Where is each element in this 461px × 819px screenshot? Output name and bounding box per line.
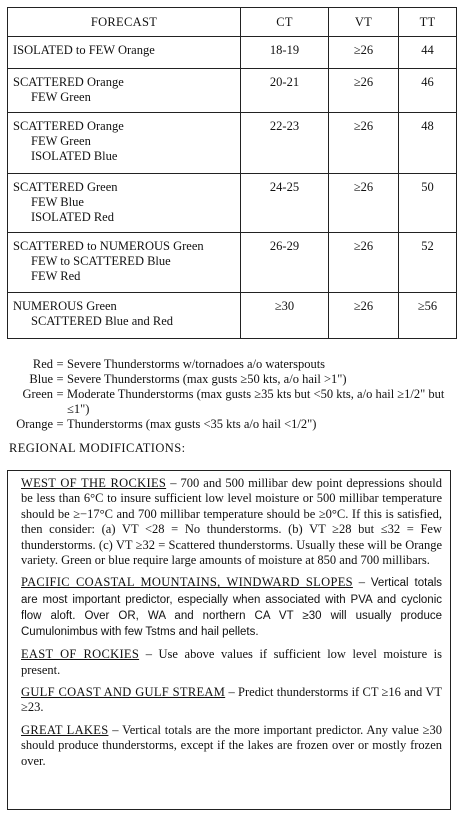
legend-key: Orange (16, 417, 53, 431)
vt-cell: ≥26 (329, 113, 399, 174)
modification-dash: – (358, 575, 371, 590)
modification-title: PACIFIC COASTAL MOUNTAINS, WINDWARD SLOPES (21, 575, 353, 590)
forecast-line: SCATTERED Orange (13, 75, 124, 89)
modification-body: Use above values if sufficient low level moisture is present. (21, 647, 443, 677)
legend-item (7, 357, 452, 372)
ct-cell: 26-29 (241, 233, 329, 293)
ct-cell: 22-23 (241, 113, 329, 174)
legend-text: Moderate Thunderstorms (max gusts ≥35 kts but <50 kts, a/o hail ≥1/2" but ≤1") (67, 387, 445, 416)
forecast-line: ISOLATED to FEW Orange (13, 43, 155, 57)
forecast-line: FEW to SCATTERED Blue (31, 254, 171, 268)
modification-west-rockies (21, 476, 442, 568)
tt-cell: 44 (399, 37, 457, 69)
forecast-cell (8, 113, 241, 174)
forecast-cell (8, 233, 241, 293)
regional-heading: REGIONAL MODIFICATIONS: (9, 441, 186, 455)
modification-title: EAST OF ROCKIES (21, 647, 140, 662)
tt-cell: 46 (399, 69, 457, 113)
header-tt: TT (399, 8, 457, 37)
forecast-line: FEW Green (31, 134, 91, 148)
forecast-line: FEW Red (31, 269, 81, 283)
table-row (8, 233, 457, 293)
ct-cell: 20-21 (241, 69, 329, 113)
forecast-line: SCATTERED Orange (13, 119, 124, 133)
ct-cell: ≥30 (241, 293, 329, 339)
forecast-line: ISOLATED Blue (31, 149, 118, 163)
legend-equals: = (56, 387, 64, 401)
table-row (8, 37, 457, 69)
header-vt: VT (329, 8, 399, 37)
forecast-line: FEW Blue (31, 195, 84, 209)
tt-cell: ≥56 (399, 293, 457, 339)
table-row (8, 113, 457, 174)
modification-dash: – (145, 647, 159, 662)
legend-item (7, 372, 452, 387)
forecast-line: SCATTERED to NUMEROUS Green (13, 239, 204, 253)
modification-great-lakes (21, 723, 442, 769)
modification-body: Vertical totals are most important predictor, especially when associated with PVA and cyclonic flow aloft. Over OR, WA and northern CA VT ≥30 will usually produce Cumulonimbus with few Tstms and hail pellets. (21, 577, 443, 639)
forecast-cell (8, 37, 241, 69)
modification-body: 700 and 500 millibar dew point depressions should be less than 6°C to insure sufficient low level moisture or 500 millibar temperature should be ≥−17°C and 700 millibar temperature should be ≥0°C. If this is satisfied, then consider: (a) VT <28 = No thunderstorms. (b) VT ≥28 but ≤32 = Few thunderstorms. (c) VT ≥32 = Scattered thunderstorms. Usually these will be Orange variety. Green or blue require large amounts of moisture at 850 and 700 millibars. (21, 476, 443, 568)
forecast-cell (8, 293, 241, 339)
forecast-cell (8, 174, 241, 233)
forecast-line: ISOLATED Red (31, 210, 114, 224)
vt-cell: ≥26 (329, 293, 399, 339)
forecast-cell (8, 69, 241, 113)
modification-dash: – (112, 722, 123, 737)
modification-gulf-coast (21, 685, 442, 716)
legend-key: Red (32, 357, 53, 371)
vt-cell: ≥26 (329, 233, 399, 293)
tt-cell: 48 (399, 113, 457, 174)
modification-title: GREAT LAKES (21, 722, 109, 737)
header-ct: CT (241, 8, 329, 37)
forecast-line: SCATTERED Blue and Red (31, 314, 174, 328)
modification-dash: – (228, 685, 239, 700)
legend-text: Severe Thunderstorms w/tornadoes a/o waterspouts (67, 357, 326, 371)
table-row (8, 69, 457, 113)
tt-cell: 52 (399, 233, 457, 293)
forecast-table (7, 7, 457, 339)
table-row (8, 174, 457, 233)
legend-item (7, 387, 452, 417)
table-header-row (8, 8, 457, 37)
legend-text: Severe Thunderstorms (max gusts ≥50 kts, a/o hail >1") (67, 372, 347, 386)
legend-item (7, 417, 452, 432)
modification-body: Predict thunderstorms if CT ≥16 and VT ≥23. (21, 685, 443, 715)
header-forecast: FORECAST (8, 8, 241, 37)
ct-cell: 18-19 (241, 37, 329, 69)
modification-dash: – (170, 476, 181, 490)
color-legend (7, 357, 452, 432)
vt-cell: ≥26 (329, 37, 399, 69)
forecast-line: SCATTERED Green (13, 180, 118, 194)
forecast-line: FEW Green (31, 90, 91, 104)
modification-east-rockies (21, 647, 442, 678)
modification-title: WEST OF THE ROCKIES (21, 476, 167, 490)
legend-key: Green (22, 387, 53, 401)
vt-cell: ≥26 (329, 69, 399, 113)
modification-title: GULF COAST AND GULF STREAM (21, 685, 226, 700)
vt-cell: ≥26 (329, 174, 399, 233)
modification-body: Vertical totals are the more important predictor. Any value ≥30 should produce thunderstorms, except if the lakes are frozen over or mostly frozen over. (21, 722, 442, 768)
legend-equals: = (56, 372, 64, 386)
modification-pacific-coastal (21, 575, 442, 640)
legend-key: Blue (29, 372, 53, 386)
forecast-line: NUMEROUS Green (13, 299, 117, 313)
legend-equals: = (56, 417, 64, 431)
ct-cell: 24-25 (241, 174, 329, 233)
table-row (8, 293, 457, 339)
legend-text: Thunderstorms (max gusts <35 kts a/o hail <1/2") (67, 417, 317, 431)
legend-equals: = (56, 357, 64, 371)
tt-cell: 50 (399, 174, 457, 233)
regional-modifications-box (7, 470, 451, 810)
